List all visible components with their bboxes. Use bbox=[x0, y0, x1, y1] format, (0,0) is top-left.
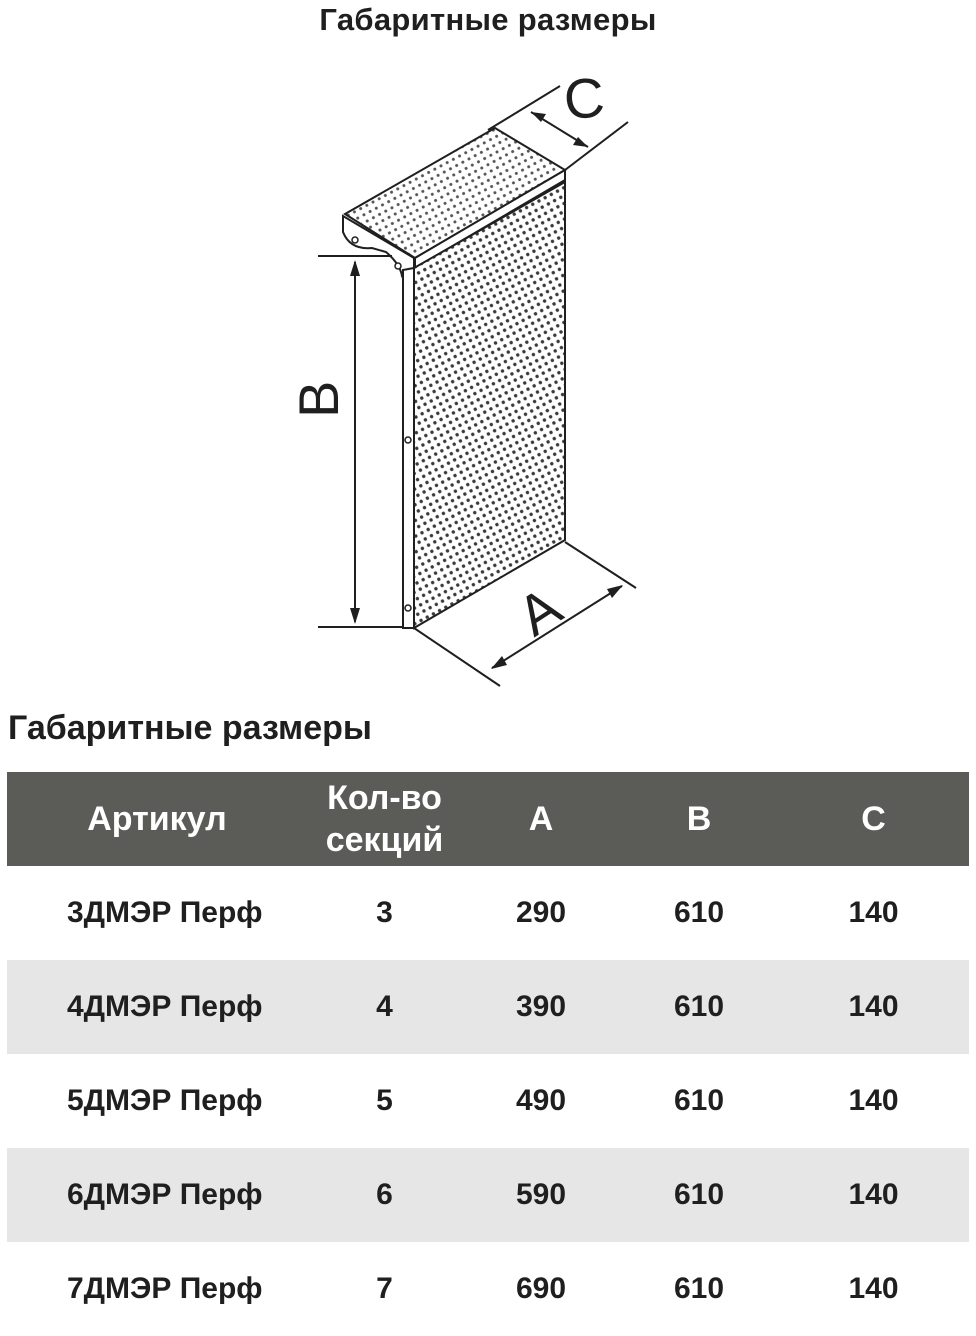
table-row bbox=[7, 960, 969, 1054]
header-b: B bbox=[620, 772, 778, 866]
table-title: Габаритные размеры bbox=[8, 709, 372, 747]
cell-b: 610 bbox=[620, 1054, 778, 1148]
cell-b: 610 bbox=[620, 1242, 778, 1336]
cell-c: 140 bbox=[778, 866, 969, 960]
dimension-drawing bbox=[0, 40, 976, 700]
table-row bbox=[7, 1054, 969, 1148]
cell-c: 140 bbox=[778, 1054, 969, 1148]
dimension-a-label: A bbox=[506, 574, 572, 648]
cell-c: 140 bbox=[778, 1148, 969, 1242]
dimensions-table bbox=[7, 772, 969, 1336]
dimension-c-label: C bbox=[561, 64, 607, 132]
table-row bbox=[7, 1242, 969, 1336]
cell-b: 610 bbox=[620, 1148, 778, 1242]
header-section-count bbox=[307, 772, 462, 866]
cell-c: 140 bbox=[778, 960, 969, 1054]
header-article: Артикул bbox=[7, 772, 307, 866]
page-title: Габаритные размеры bbox=[319, 2, 657, 37]
cell-a: 590 bbox=[462, 1148, 620, 1242]
table-row bbox=[7, 1148, 969, 1242]
cell-section-count: 6 bbox=[307, 1148, 462, 1242]
header-count-line1: Кол-во bbox=[327, 779, 442, 817]
cell-article: 6ДМЭР Перф bbox=[7, 1148, 307, 1242]
cell-section-count: 5 bbox=[307, 1054, 462, 1148]
cell-c: 140 bbox=[778, 1242, 969, 1336]
dimension-b bbox=[318, 256, 403, 627]
cell-section-count: 3 bbox=[307, 866, 462, 960]
table-row bbox=[7, 866, 969, 960]
cell-article: 5ДМЭР Перф bbox=[7, 1054, 307, 1148]
header-a: A bbox=[462, 772, 620, 866]
cell-a: 690 bbox=[462, 1242, 620, 1336]
cell-b: 610 bbox=[620, 866, 778, 960]
header-c: C bbox=[778, 772, 969, 866]
cell-section-count: 7 bbox=[307, 1242, 462, 1336]
cell-article: 7ДМЭР Перф bbox=[7, 1242, 307, 1336]
cell-b: 610 bbox=[620, 960, 778, 1054]
cell-section-count: 4 bbox=[307, 960, 462, 1054]
cell-a: 290 bbox=[462, 866, 620, 960]
cell-a: 390 bbox=[462, 960, 620, 1054]
dimension-b-label: B bbox=[287, 380, 350, 418]
cell-a: 490 bbox=[462, 1054, 620, 1148]
cell-article: 3ДМЭР Перф bbox=[7, 866, 307, 960]
table-header-row bbox=[7, 772, 969, 866]
header-count-line2: секций bbox=[325, 821, 444, 859]
cell-article: 4ДМЭР Перф bbox=[7, 960, 307, 1054]
